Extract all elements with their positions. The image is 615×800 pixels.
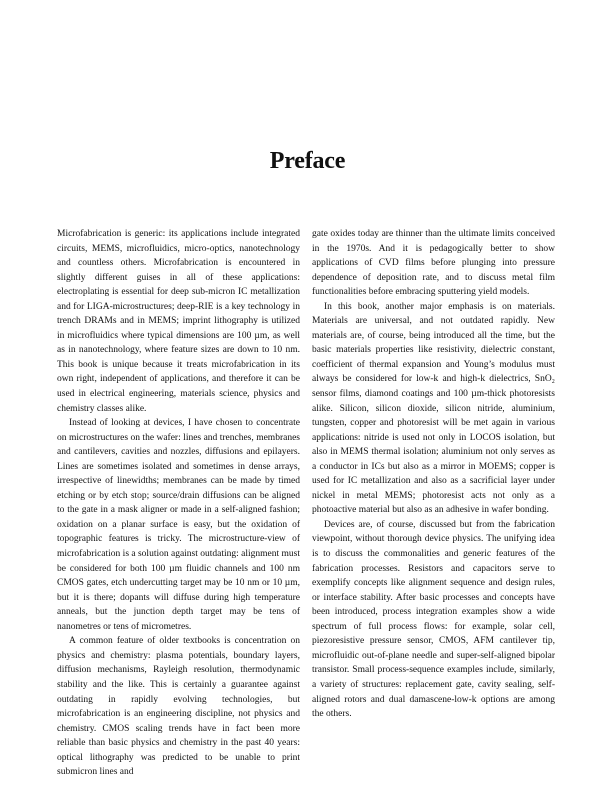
- paragraph-left-1: Microfabrication is generic: its applications include integrated circuits, MEMS, microfluidics, micro-optics, nanotechnology and countless others. Microfabrication is encountered in slightly different guises in all of these applications: electroplating is essential for deep sub-micron IC metallization and for LIGA-microstructures; deep-RIE is a key technology in trench DRAMs and in MEMS; imprint lithography is utilized in microfluidics where typical dimensions are 100 µm, as well as in nanotechnology, where feature sizes are down to 10 nm. This book is unique because it treats microfabrication in its own right, independent of applications, and therefore it can be used in electrical engineering, materials science, physics and chemistry classes alike.: [57, 229, 300, 414]
- paragraph-right-1: gate oxides today are thinner than the ultimate limits conceived in the 1970s. And it is pedagogically better to show applications of CVD films before plunging into pressure dependence of deposition rate, and to discuss metal film functionalities before embracing sputtering yield models.: [312, 229, 555, 298]
- left-text-column: [57, 227, 300, 780]
- paragraph-right-2: In this book, another major emphasis is on materials. Materials are universal, and not outdated rapidly. New materials are, of course, being introduced all the time, but the basic materials properties like resistivity, dielectric constant, coefficient of thermal expansion and Young’s modulus must always be considered for low-k and high-k dielectrics, SnO₂ sensor films, diamond coatings and 100 µm-thick photoresists alike. Silicon, silicon dioxide, silicon nitride, aluminium, tungsten, copper and photoresist will be met again in various applications: nitride is used not only in LOCOS isolation, but also in MEMS thermal isolation; aluminium not only serves as a conductor in ICs but also as a mirror in MOEMS; copper is used for IC metallization and also as a sacrificial layer under nickel in metal MEMS; photoresist acts not only as a photoactive material but also as an adhesive in wafer bonding.: [312, 301, 555, 516]
- paragraph-left-2: Instead of looking at devices, I have chosen to concentrate on microstructures on the wafer: lines and trenches, membranes and cantilevers, cavities and nozzles, diffusions and epilayers. Lines are sometimes isolated and sometimes in dense arrays, irrespective of linewidths; membranes can be made by timed etching or by etch stop; source/drain diffusions can be aligned to the gate in a mask aligner or made in a self-aligned fashion; oxidation on a planar surface is easy, but the oxidation of topographic features is tricky. The microstructure-view of microfabrication is a solution against outdating: alignment must be considered for both 100 µm fluidic channels and 100 nm CMOS gates, etch undercutting target may be 10 nm or 10 µm, but it is there; dopants will diffuse during high temperature anneals, but the junction depth target may be tens of nanometres or tens of micrometres.: [57, 418, 300, 632]
- paragraph-left-3: A common feature of older textbooks is concentration on physics and chemistry: plasma potentials, boundary layers, diffusion mechanisms, Rayleigh resolution, thermodynamic stability and the like. This is certainly a guarantee against outdating in rapidly evolving technologies, but microfabrication is an engineering discipline, not physics and chemistry. CMOS scaling trends have in fact been more reliable than basic physics and chemistry in the past 40 years: optical lithography was predicted to be unable to print submicron lines and: [57, 636, 300, 778]
- paragraph-right-3: Devices are, of course, discussed but from the fabrication viewpoint, without thorough device physics. The unifying idea is to discuss the commonalities and generic features of the fabrication processes. Resistors and capacitors serve to exemplify concepts like alignment sequence and design rules, or interface stability. After basic processes and concepts have been introduced, process integration examples show a wide spectrum of full process flows: for example, solar cell, piezoresistive pressure sensor, CMOS, AFM cantilever tip, microfluidic out-of-plane needle and super-self-aligned bipolar transistor. Small process-sequence examples include, similarly, a variety of structures: replacement gate, cavity sealing, self-aligned rotors and dual damascene-low-k options are among the others.: [312, 519, 555, 720]
- right-text-column: [312, 227, 555, 722]
- page-title: Preface: [269, 148, 346, 175]
